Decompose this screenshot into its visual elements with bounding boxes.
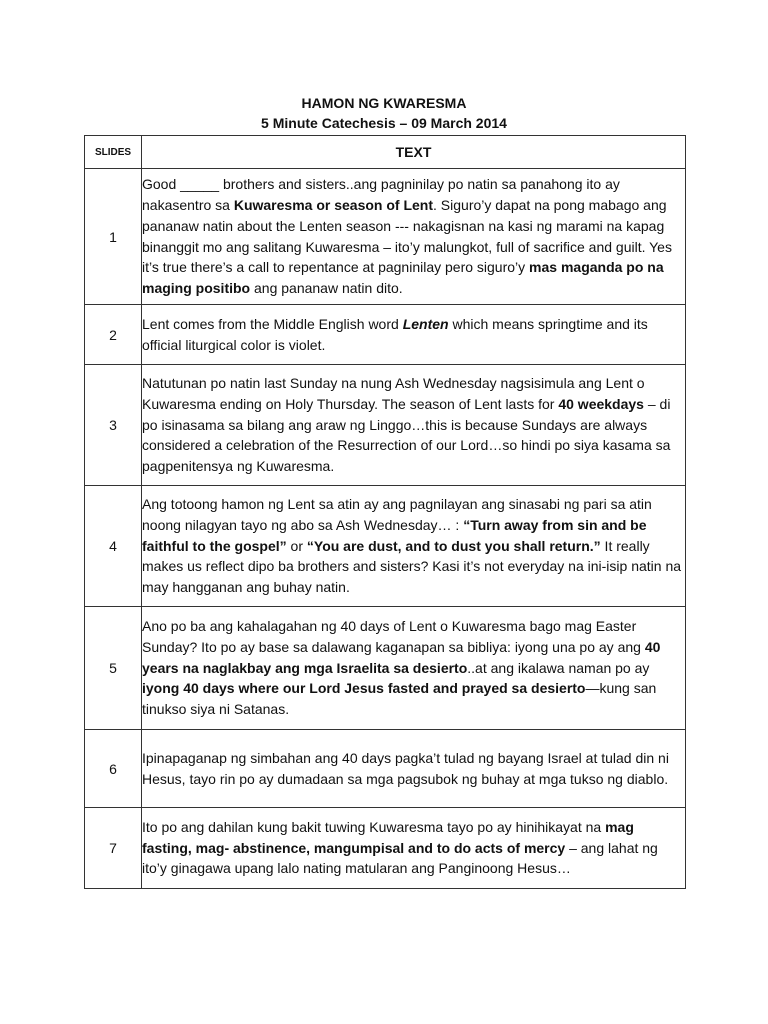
table-body [85, 169, 686, 889]
slide-number: 2 [85, 305, 142, 365]
text-segment: Ano po ba ang kahalagahan ng 40 days of Lent o Kuwaresma bago mag Easter Sunday? Ito po ay base sa dalawang kaganapan sa bibliya: iyong una po ay ang [142, 618, 645, 655]
text-segment: – di po isinasama sa bilang ang araw ng Linggo…this is because Sundays are always considered a celebration of the Resurrection of our Lord…so hindi po siya kasama sa pagpenitensya ng Kuwaresma. [142, 395, 671, 475]
table-row [85, 169, 686, 305]
table-row [85, 730, 686, 808]
column-header-text: TEXT [142, 136, 686, 169]
text-segment: or [286, 537, 307, 554]
document-title: HAMON NG KWARESMA [301, 95, 467, 111]
table-row [85, 808, 686, 889]
document-subtitle: 5 Minute Catechesis – 09 March 2014 [261, 115, 507, 131]
text-segment: which means springtime and its official liturgical color is violet. [142, 315, 648, 353]
slide-number: 6 [85, 730, 142, 808]
emphasized-text: Kuwaresma or season of Lent [233, 197, 434, 214]
text-segment: – ang lahat ng ito’y ginagawa upang lalo nating matularan ang Panginoong Hesus… [142, 839, 658, 877]
emphasized-text: “You are dust, and to dust you shall return.” [306, 537, 601, 554]
text-segment: ..at ang ikalawa naman po ay [467, 659, 650, 676]
text-segment: It really makes us reflect dipo ba brothers and sisters? Kasi it’s not everyday na ini-isip natin na may hangganan ang buhay natin. [142, 537, 682, 596]
slide-text [142, 169, 686, 305]
catechesis-table [84, 135, 686, 889]
text-segment: Ang totoong hamon ng Lent sa atin ay ang pagnilayan ang sinasabi ng pari sa atin noong nilagyan tayo ng abo sa Ash Wednesday… : [142, 496, 652, 533]
emphasized-text: mas maganda po na maging positibo [142, 259, 664, 296]
slide-number: 7 [85, 808, 142, 889]
table-header-row [85, 136, 686, 169]
slide-text [142, 730, 686, 808]
table-row [85, 305, 686, 365]
slide-text [142, 365, 686, 486]
emphasized-text: 40 years na naglakbay ang mga Israelita sa desierto [142, 638, 661, 676]
emphasized-text: mag fasting, mag- abstinence, mangumpisal and to do acts of mercy [142, 818, 634, 856]
slide-number: 1 [85, 169, 142, 305]
emphasized-text: Lenten [402, 315, 449, 332]
emphasized-text: 40 weekdays [558, 395, 644, 412]
text-segment: Lent comes from the Middle English word [142, 315, 403, 332]
text-segment: ang pananaw natin dito. [250, 279, 403, 296]
slide-number: 4 [85, 486, 142, 607]
text-segment: Ipinapaganap ng simbahan ang 40 days pagka’t tulad ng bayang Israel at tulad din ni Hesus, tayo rin po ay dumadaan sa mga pagsubok ng buhay at mga tukso ng diablo. [142, 749, 669, 787]
table-row [85, 486, 686, 607]
slide-number: 3 [85, 365, 142, 486]
text-segment: . Siguro’y dapat na pong mabago ang pananaw natin about the Lenten season --- nakagisnan na kasi ng marami na kapag binanggit mo ang salitang Kuwaresma – ito’y malungkot, full of sacrifice and guilt. Yes it’s true there’s a call to repentance at pagninilay pero siguro’y [142, 197, 672, 276]
slide-text [142, 305, 686, 365]
text-segment: —kung san tinukso siya ni Satanas. [142, 680, 657, 718]
text-segment: Natutunan po natin last Sunday na nung Ash Wednesday nagsisimula ang Lent o Kuwaresma ending on Holy Thursday. The season of Lent lasts for [142, 375, 645, 412]
slide-text [142, 808, 686, 889]
table-row [85, 365, 686, 486]
column-header-slides: SLIDES [85, 136, 142, 169]
slide-text [142, 607, 686, 730]
table-row [85, 607, 686, 730]
slide-number: 5 [85, 607, 142, 730]
emphasized-text: iyong 40 days where our Lord Jesus fasted and prayed sa desierto [142, 680, 586, 697]
text-segment: Good _____ brothers and sisters..ang pagninilay po natin sa panahong ito ay nakasentro sa [142, 176, 620, 214]
slide-text [142, 486, 686, 607]
text-segment: Ito po ang dahilan kung bakit tuwing Kuwaresma tayo po ay hinihikayat na [142, 818, 606, 835]
emphasized-text: “Turn away from sin and be faithful to the gospel” [142, 516, 647, 554]
